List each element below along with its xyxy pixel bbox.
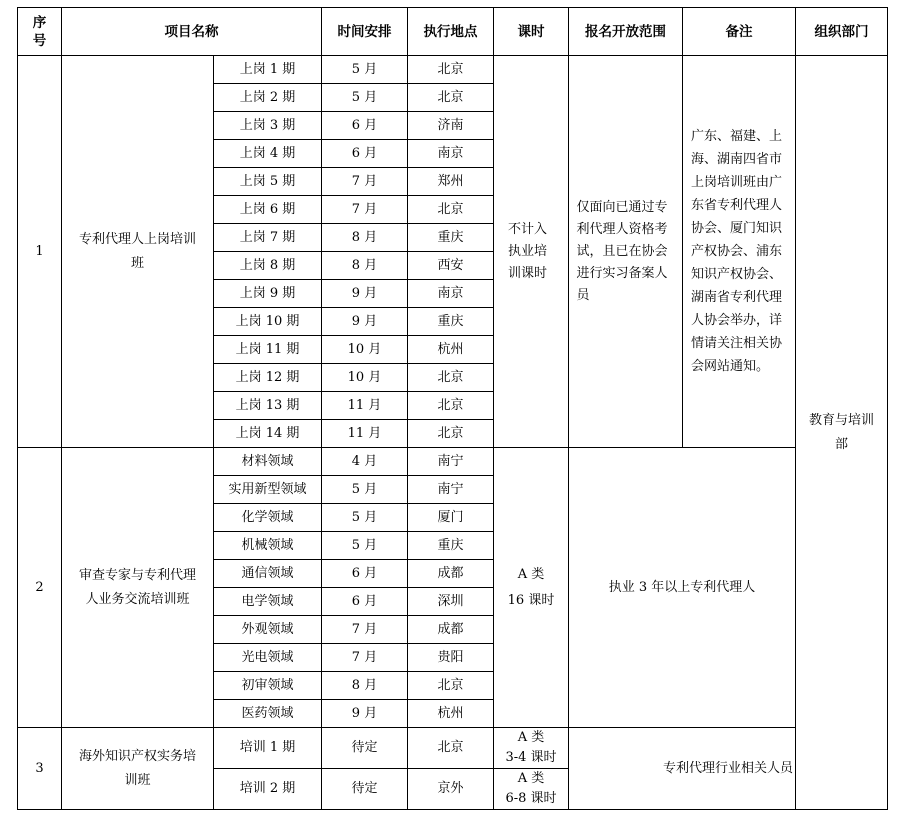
session-place: 北京 [408,728,494,769]
session-place: 济南 [408,112,494,140]
credit-amount: 6-8 课时 [505,791,557,806]
session-name: 上岗 10 期 [214,308,322,336]
credit-type: A 类 [517,730,545,745]
session-time: 9 月 [322,308,408,336]
remarks: 广东、福建、上海、湖南四省市上岗培训班由广东省专利代理人协会、厦门知识产权协会、浦东知识产权协会、湖南省专利代理人协会举办，详情请关注相关协会网站通知。 [683,56,796,448]
header-credit: 课时 [494,8,569,56]
session-place: 成都 [408,616,494,644]
credit-amount: 16 课时 [507,592,555,608]
session-place: 南京 [408,280,494,308]
session-time: 7 月 [322,168,408,196]
session-name: 电学领域 [214,588,322,616]
section-no: 3 [18,728,62,810]
session-place: 京外 [408,769,494,810]
session-time: 7 月 [322,616,408,644]
session-name: 通信领域 [214,560,322,588]
session-name: 上岗 1 期 [214,56,322,84]
session-time: 10 月 [322,364,408,392]
registration-range: 执业 3 年以上专利代理人 [569,448,796,728]
session-time: 6 月 [322,112,408,140]
session-name: 上岗 11 期 [214,336,322,364]
session-place: 北京 [408,392,494,420]
organizing-department: 教育与培训部 [796,56,888,810]
section-no: 2 [18,448,62,728]
header-no: 序号 [18,8,62,56]
session-name: 初审领域 [214,672,322,700]
session-name: 上岗 7 期 [214,224,322,252]
session-name: 医药领域 [214,700,322,728]
header-project-name: 项目名称 [62,8,322,56]
header-range: 报名开放范围 [569,8,683,56]
header-time: 时间安排 [322,8,408,56]
credit-type: A 类 [517,771,545,786]
session-time: 6 月 [322,560,408,588]
session-name: 材料领域 [214,448,322,476]
project-name: 海外知识产权实务培训班 [62,728,214,810]
session-time: 11 月 [322,420,408,448]
session-time: 5 月 [322,476,408,504]
session-place: 北京 [408,196,494,224]
registration-range: 专利代理行业相关人员 [569,728,888,810]
header-note: 备注 [683,8,796,56]
session-place: 北京 [408,364,494,392]
session-place: 北京 [408,672,494,700]
session-place: 郑州 [408,168,494,196]
credit-type: A 类 [517,566,545,582]
session-time: 待定 [322,769,408,810]
session-place: 重庆 [408,308,494,336]
session-place: 北京 [408,420,494,448]
table-row [18,728,888,769]
session-time: 4 月 [322,448,408,476]
session-place: 南京 [408,140,494,168]
session-time: 9 月 [322,700,408,728]
session-place: 杭州 [408,700,494,728]
credit-hours [494,448,569,728]
session-place: 重庆 [408,224,494,252]
session-place: 北京 [408,56,494,84]
session-place: 深圳 [408,588,494,616]
session-place: 厦门 [408,504,494,532]
session-time: 待定 [322,728,408,769]
session-time: 10 月 [322,336,408,364]
session-name: 上岗 4 期 [214,140,322,168]
session-place: 西安 [408,252,494,280]
table-row [18,448,888,476]
session-time: 7 月 [322,196,408,224]
header-org: 组织部门 [796,8,888,56]
session-name: 外观领域 [214,616,322,644]
session-time: 6 月 [322,140,408,168]
credit-hours: 不计入执业培训课时 [494,56,569,448]
section-no: 1 [18,56,62,448]
session-place: 南宁 [408,476,494,504]
session-place: 杭州 [408,336,494,364]
credit-amount: 3-4 课时 [505,750,557,765]
session-name: 实用新型领域 [214,476,322,504]
session-name: 上岗 14 期 [214,420,322,448]
session-name: 上岗 6 期 [214,196,322,224]
session-place: 重庆 [408,532,494,560]
session-name: 化学领域 [214,504,322,532]
session-place: 北京 [408,84,494,112]
session-time: 8 月 [322,672,408,700]
session-time: 5 月 [322,532,408,560]
session-name: 上岗 12 期 [214,364,322,392]
session-time: 8 月 [322,252,408,280]
credit-hours [494,769,569,810]
session-name: 光电领域 [214,644,322,672]
session-time: 9 月 [322,280,408,308]
session-place: 成都 [408,560,494,588]
header-place: 执行地点 [408,8,494,56]
session-name: 培训 1 期 [214,728,322,769]
session-name: 上岗 13 期 [214,392,322,420]
session-name: 培训 2 期 [214,769,322,810]
session-name: 上岗 9 期 [214,280,322,308]
training-schedule-table [17,7,888,810]
session-time: 5 月 [322,504,408,532]
session-time: 7 月 [322,644,408,672]
header-row [18,8,888,56]
session-name: 上岗 8 期 [214,252,322,280]
session-name: 上岗 5 期 [214,168,322,196]
session-place: 南宁 [408,448,494,476]
session-name: 上岗 2 期 [214,84,322,112]
table-row [18,56,888,84]
session-time: 5 月 [322,84,408,112]
credit-hours [494,728,569,769]
registration-range: 仅面向已通过专利代理人资格考试，且已在协会进行实习备案人员 [569,56,683,448]
session-time: 6 月 [322,588,408,616]
session-name: 机械领域 [214,532,322,560]
project-name: 审查专家与专利代理人业务交流培训班 [62,448,214,728]
session-name: 上岗 3 期 [214,112,322,140]
session-place: 贵阳 [408,644,494,672]
project-name: 专利代理人上岗培训班 [62,56,214,448]
session-time: 8 月 [322,224,408,252]
session-time: 5 月 [322,56,408,84]
session-time: 11 月 [322,392,408,420]
